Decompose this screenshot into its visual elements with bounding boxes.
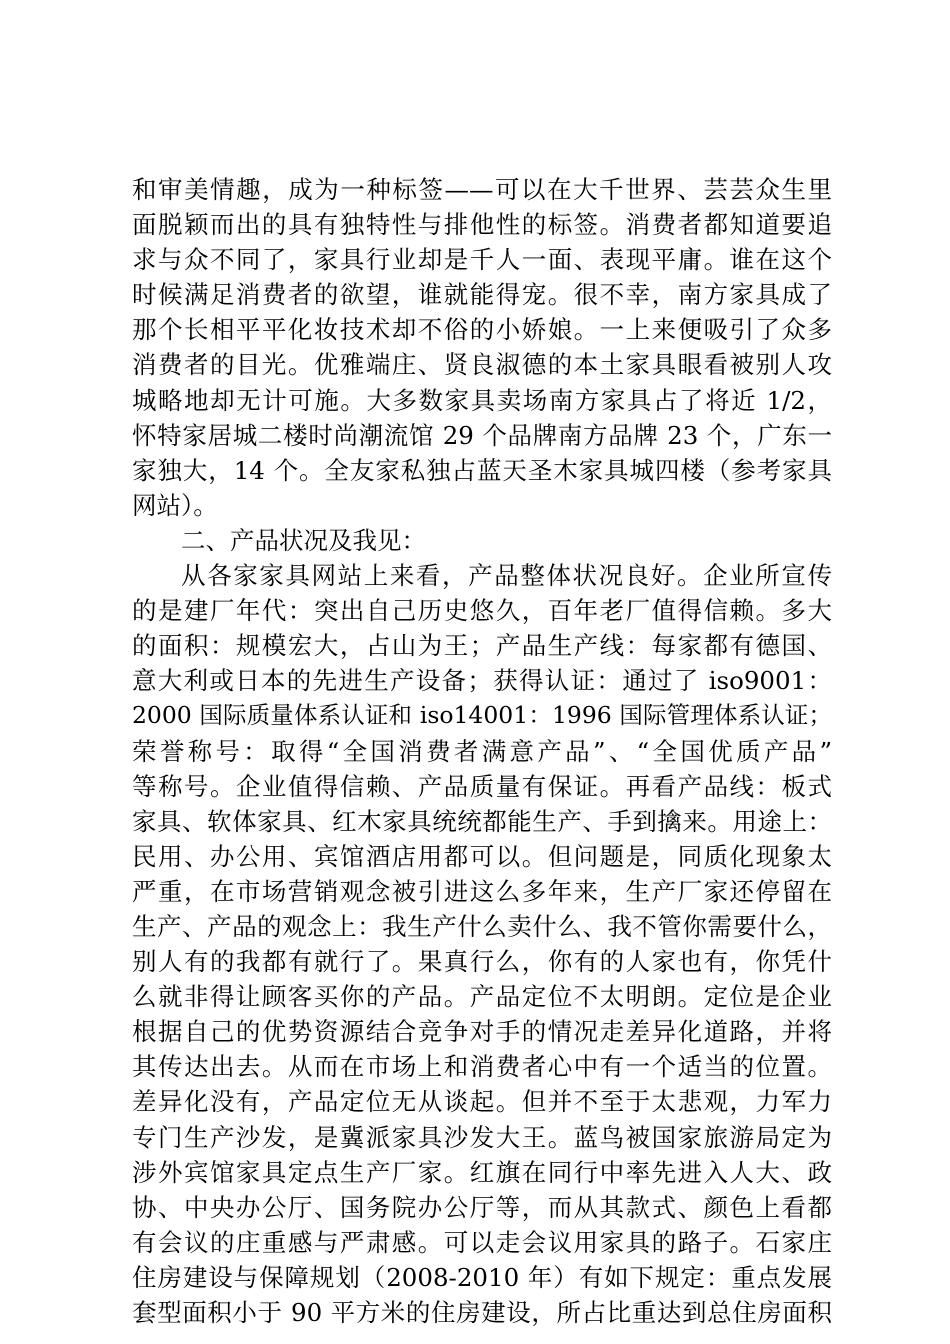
text-line: 2000 国际质量体系认证和 iso14001：1996 国际管理体系认证； [132, 701, 832, 730]
text-line: 套型面积小于 90 平方米的住房建设，所占比重达到总住房面积 [132, 1298, 832, 1327]
text-line: 民用、办公用、宾馆酒店用都可以。但问题是，同质化现象太 [132, 841, 832, 871]
text-line: 网站）。 [132, 490, 218, 520]
text-line: 其传达出去。从而在市场上和消费者心中有一个适当的位置。 [132, 1052, 832, 1082]
text-line: 协、中央办公厅、国务院办公厅等，而从其款式、颜色上看都 [132, 1192, 832, 1222]
text-line: 生产、产品的观念上：我生产什么卖什么、我不管你需要什么， [132, 911, 832, 941]
text-line: 严重，在市场营销观念被引进这么多年来，生产厂家还停留在 [132, 876, 832, 906]
text-line: 和审美情趣，成为一种标签——可以在大千世界、芸芸众生里 [132, 175, 832, 204]
text-line: 的面积：规模宏大，占山为王；产品生产线：每家都有德国、 [132, 631, 832, 661]
text-line: 么就非得让顾客买你的产品。产品定位不太明朗。定位是企业 [132, 982, 832, 1012]
text-line: 根据自己的优势资源结合竞争对手的情况走差异化道路，并将 [132, 1017, 832, 1047]
text-line: 意大利或日本的先进生产设备；获得认证：通过了 iso9001： [132, 666, 832, 696]
section-heading: 二、产品状况及我见： [181, 525, 426, 555]
text-line: 家具、软体家具、红木家具统统都能生产、手到擒来。用途上： [132, 806, 832, 836]
text-line: 专门生产沙发，是冀派家具沙发大王。蓝鸟被国家旅游局定为 [132, 1122, 832, 1152]
text-line: 等称号。企业值得信赖、产品质量有保证。再看产品线：板式 [132, 771, 832, 801]
text-line: 时候满足消费者的欲望，谁就能得宠。很不幸，南方家具成了 [132, 280, 832, 310]
text-line: 面脱颖而出的具有独特性与排他性的标签。消费者都知道要追 [132, 210, 832, 240]
text-line: 从各家家具网站上来看，产品整体状况良好。企业所宣传 [181, 561, 832, 591]
text-line: 家独大，14 个。全友家私独占蓝天圣木家具城四楼（参考家具 [132, 455, 832, 485]
text-line: 荣誉称号：取得“全国消费者满意产品”、“全国优质产品” [132, 736, 832, 766]
text-line: 的是建厂年代：突出自己历史悠久，百年老厂值得信赖。多大 [132, 596, 832, 626]
text-line: 怀特家居城二楼时尚潮流馆 29 个品牌南方品牌 23 个，广东一 [132, 420, 832, 450]
text-line: 差异化没有，产品定位无从谈起。但并不至于太悲观，力军力 [132, 1087, 832, 1117]
text-line: 求与众不同了，家具行业却是千人一面、表现平庸。谁在这个 [132, 245, 832, 275]
text-line: 有会议的庄重感与严肃感。可以走会议用家具的路子。石家庄 [132, 1227, 832, 1257]
text-line: 别人有的我都有就行了。果真行么，你有的人家也有，你凭什 [132, 947, 832, 977]
body-text [132, 172, 832, 1330]
text-line: 住房建设与保障规划（2008-2010 年）有如下规定：重点发展 [132, 1262, 832, 1292]
text-line: 涉外宾馆家具定点生产厂家。红旗在同行中率先进入人大、政 [132, 1157, 832, 1187]
text-line: 那个长相平平化妆技术却不俗的小娇娘。一上来便吸引了众多 [132, 315, 832, 345]
text-line: 消费者的目光。优雅端庄、贤良淑德的本土家具眼看被别人攻 [132, 350, 832, 380]
text-line: 城略地却无计可施。大多数家具卖场南方家具占了将近 1/2， [132, 385, 832, 415]
